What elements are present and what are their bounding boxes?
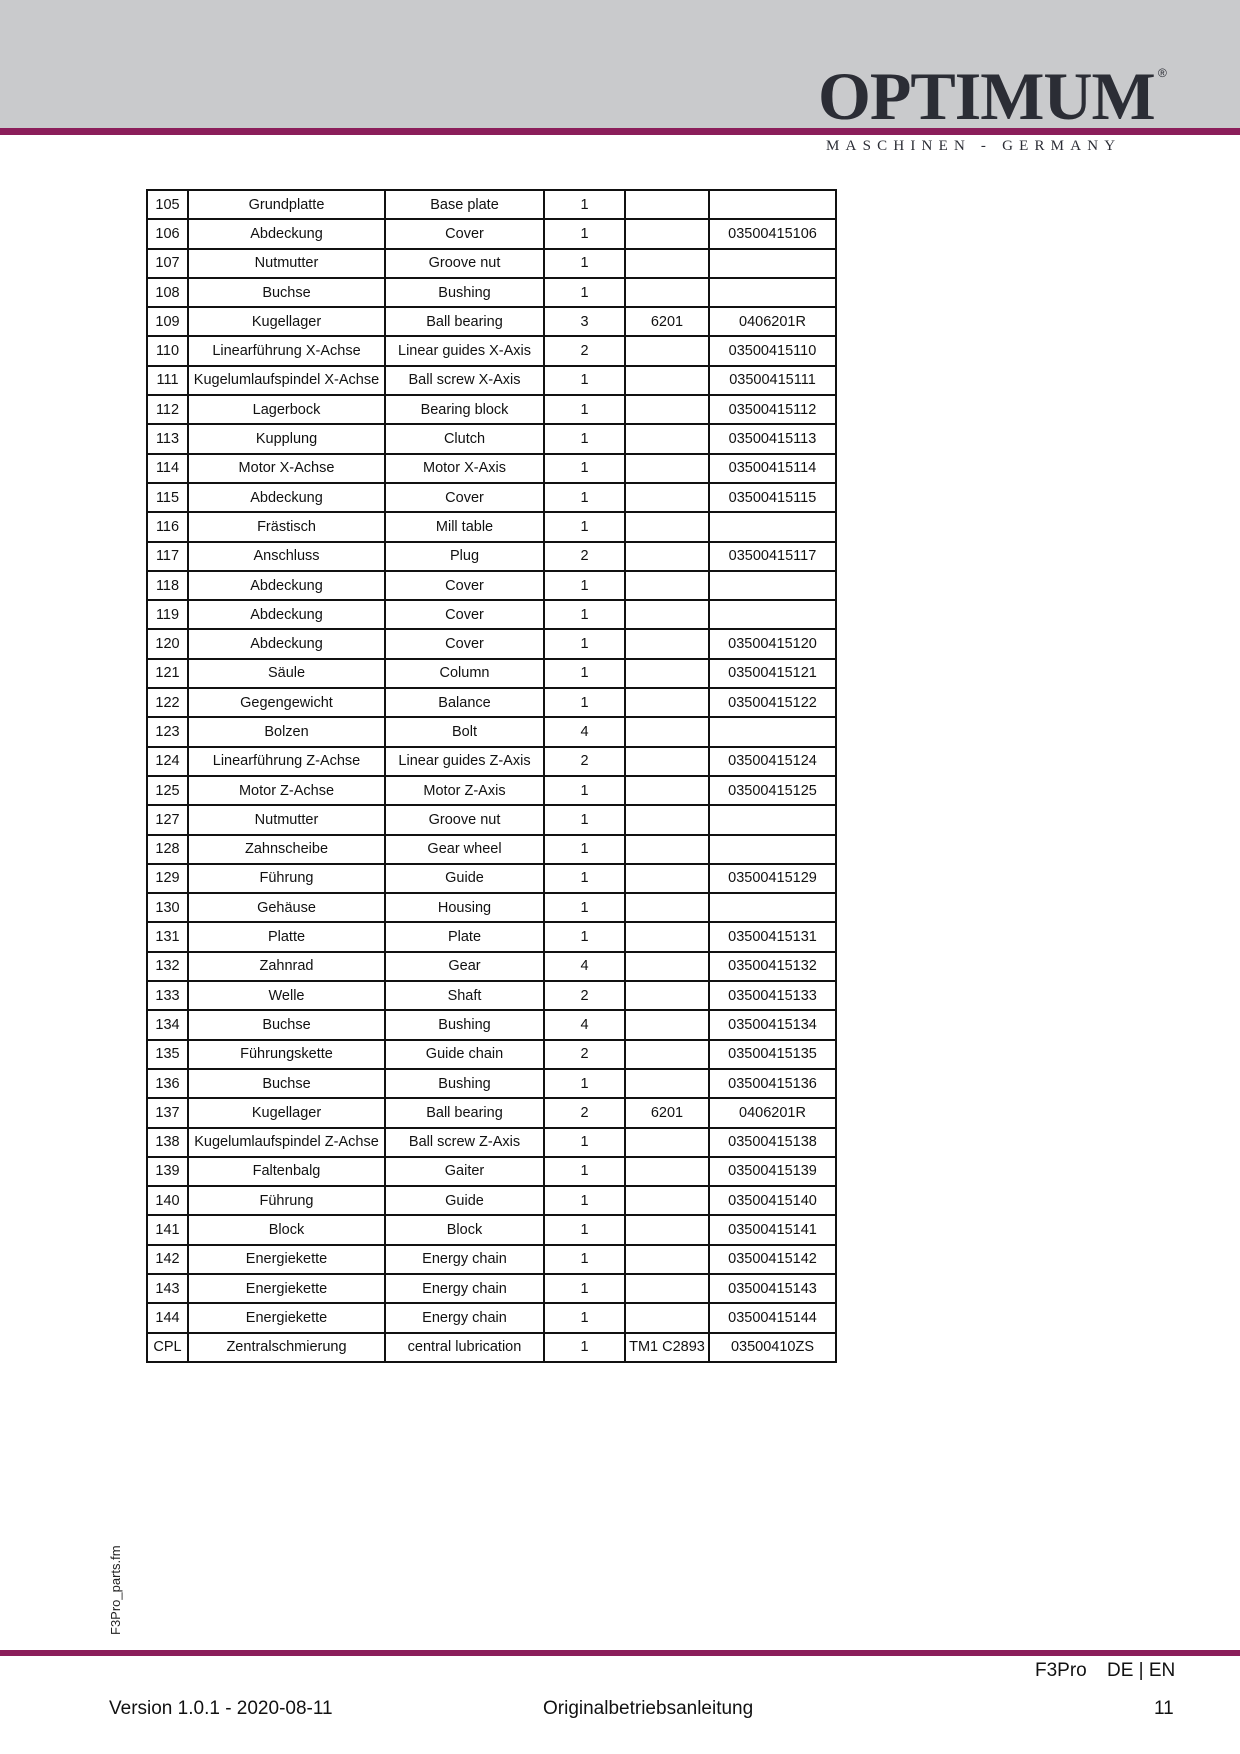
table-row [147, 395, 836, 424]
size-cell [625, 776, 709, 805]
quantity-cell: 3 [544, 307, 625, 336]
pos-cell: 125 [147, 776, 188, 805]
german-name-cell: Nutmutter [188, 249, 385, 278]
english-name-cell: central lubrication [385, 1333, 544, 1362]
size-cell [625, 688, 709, 717]
item-number-cell: 03500415124 [709, 747, 836, 776]
english-name-cell: Linear guides Z-Axis [385, 747, 544, 776]
item-number-cell: 03500415113 [709, 424, 836, 453]
size-cell [625, 1274, 709, 1303]
item-number-cell: 03500415106 [709, 219, 836, 248]
item-number-cell: 03500415144 [709, 1303, 836, 1332]
quantity-cell: 1 [544, 776, 625, 805]
item-number-cell: 03500415117 [709, 542, 836, 571]
size-cell: TM1 C2893 [625, 1333, 709, 1362]
table-row [147, 454, 836, 483]
pos-cell: 141 [147, 1215, 188, 1244]
size-cell [625, 1010, 709, 1039]
size-cell [625, 922, 709, 951]
size-cell [625, 1069, 709, 1098]
german-name-cell: Kugellager [188, 1098, 385, 1127]
german-name-cell: Buchse [188, 1069, 385, 1098]
quantity-cell: 1 [544, 688, 625, 717]
pos-cell: 130 [147, 893, 188, 922]
table-row [147, 659, 836, 688]
pos-cell: 135 [147, 1040, 188, 1069]
quantity-cell: 2 [544, 747, 625, 776]
pos-cell: CPL [147, 1333, 188, 1362]
item-number-cell: 03500415120 [709, 629, 836, 658]
german-name-cell: Kugelumlaufspindel X-Achse [188, 366, 385, 395]
english-name-cell: Bushing [385, 1069, 544, 1098]
table-row [147, 483, 836, 512]
footer-model: F3Pro [1035, 1660, 1087, 1681]
quantity-cell: 1 [544, 483, 625, 512]
item-number-cell [709, 835, 836, 864]
pos-cell: 121 [147, 659, 188, 688]
table-row [147, 1215, 836, 1244]
logo-tagline: MASCHINEN - GERMANY [826, 138, 1122, 154]
german-name-cell: Grundplatte [188, 190, 385, 219]
item-number-cell: 03500415141 [709, 1215, 836, 1244]
table-row [147, 717, 836, 746]
german-name-cell: Frästisch [188, 512, 385, 541]
pos-cell: 133 [147, 981, 188, 1010]
table-row [147, 1010, 836, 1039]
table-row [147, 981, 836, 1010]
item-number-cell [709, 512, 836, 541]
size-cell [625, 747, 709, 776]
german-name-cell: Energiekette [188, 1303, 385, 1332]
quantity-cell: 4 [544, 1010, 625, 1039]
pos-cell: 142 [147, 1245, 188, 1274]
quantity-cell: 2 [544, 336, 625, 365]
quantity-cell: 1 [544, 1215, 625, 1244]
footer-languages: DE | EN [1107, 1660, 1176, 1681]
item-number-cell: 0406201R [709, 1098, 836, 1127]
table-row [147, 336, 836, 365]
quantity-cell: 1 [544, 1303, 625, 1332]
english-name-cell: Balance [385, 688, 544, 717]
table-row [147, 1069, 836, 1098]
item-number-cell [709, 600, 836, 629]
english-name-cell: Mill table [385, 512, 544, 541]
german-name-cell: Zahnscheibe [188, 835, 385, 864]
size-cell [625, 512, 709, 541]
size-cell [625, 659, 709, 688]
file-name-label: F3Pro_parts.fm [108, 1545, 123, 1635]
german-name-cell: Platte [188, 922, 385, 951]
item-number-cell: 03500415122 [709, 688, 836, 717]
item-number-cell: 03500415135 [709, 1040, 836, 1069]
item-number-cell: 03500415121 [709, 659, 836, 688]
item-number-cell: 03500415112 [709, 395, 836, 424]
pos-cell: 106 [147, 219, 188, 248]
size-cell [625, 981, 709, 1010]
pos-cell: 112 [147, 395, 188, 424]
item-number-cell: 03500410ZS [709, 1333, 836, 1362]
item-number-cell: 03500415129 [709, 864, 836, 893]
quantity-cell: 1 [544, 1274, 625, 1303]
pos-cell: 110 [147, 336, 188, 365]
english-name-cell: Cover [385, 483, 544, 512]
english-name-cell: Cover [385, 571, 544, 600]
table-row [147, 278, 836, 307]
size-cell: 6201 [625, 307, 709, 336]
german-name-cell: Abdeckung [188, 571, 385, 600]
german-name-cell: Bolzen [188, 717, 385, 746]
german-name-cell: Säule [188, 659, 385, 688]
table-row [147, 1040, 836, 1069]
pos-cell: 123 [147, 717, 188, 746]
german-name-cell: Kugellager [188, 307, 385, 336]
quantity-cell: 1 [544, 424, 625, 453]
quantity-cell: 1 [544, 249, 625, 278]
size-cell [625, 424, 709, 453]
quantity-cell: 1 [544, 629, 625, 658]
english-name-cell: Clutch [385, 424, 544, 453]
german-name-cell: Lagerbock [188, 395, 385, 424]
english-name-cell: Base plate [385, 190, 544, 219]
item-number-cell: 03500415131 [709, 922, 836, 951]
size-cell [625, 893, 709, 922]
table-row [147, 1274, 836, 1303]
size-cell [625, 483, 709, 512]
english-name-cell: Block [385, 1215, 544, 1244]
size-cell [625, 835, 709, 864]
german-name-cell: Abdeckung [188, 600, 385, 629]
table-row [147, 893, 836, 922]
table-row [147, 747, 836, 776]
german-name-cell: Gegengewicht [188, 688, 385, 717]
pos-cell: 138 [147, 1128, 188, 1157]
english-name-cell: Bearing block [385, 395, 544, 424]
quantity-cell: 4 [544, 952, 625, 981]
item-number-cell: 03500415132 [709, 952, 836, 981]
german-name-cell: Linearführung X-Achse [188, 336, 385, 365]
item-number-cell: 03500415114 [709, 454, 836, 483]
table-row [147, 1245, 836, 1274]
english-name-cell: Cover [385, 600, 544, 629]
english-name-cell: Cover [385, 629, 544, 658]
german-name-cell: Anschluss [188, 542, 385, 571]
german-name-cell: Kugelumlaufspindel Z-Achse [188, 1128, 385, 1157]
pos-cell: 124 [147, 747, 188, 776]
table-row [147, 219, 836, 248]
english-name-cell: Bolt [385, 717, 544, 746]
pos-cell: 129 [147, 864, 188, 893]
english-name-cell: Guide [385, 1186, 544, 1215]
parts-table-body [147, 190, 836, 1362]
footer-version: Version 1.0.1 - 2020-08-11 [109, 1698, 333, 1719]
english-name-cell: Housing [385, 893, 544, 922]
size-cell [625, 1157, 709, 1186]
english-name-cell: Gear [385, 952, 544, 981]
item-number-cell [709, 571, 836, 600]
german-name-cell: Abdeckung [188, 219, 385, 248]
quantity-cell: 1 [544, 659, 625, 688]
english-name-cell: Ball screw Z-Axis [385, 1128, 544, 1157]
item-number-cell: 03500415140 [709, 1186, 836, 1215]
table-row [147, 366, 836, 395]
pos-cell: 128 [147, 835, 188, 864]
table-row [147, 1098, 836, 1127]
english-name-cell: Shaft [385, 981, 544, 1010]
item-number-cell: 03500415134 [709, 1010, 836, 1039]
footer-rule [0, 1650, 1240, 1656]
size-cell [625, 629, 709, 658]
table-row [147, 571, 836, 600]
size-cell [625, 278, 709, 307]
table-row [147, 424, 836, 453]
quantity-cell: 1 [544, 1333, 625, 1362]
pos-cell: 108 [147, 278, 188, 307]
english-name-cell: Gaiter [385, 1157, 544, 1186]
table-row [147, 1157, 836, 1186]
item-number-cell [709, 278, 836, 307]
item-number-cell: 03500415143 [709, 1274, 836, 1303]
german-name-cell: Welle [188, 981, 385, 1010]
quantity-cell: 4 [544, 717, 625, 746]
table-row [147, 1186, 836, 1215]
table-row [147, 776, 836, 805]
pos-cell: 109 [147, 307, 188, 336]
english-name-cell: Linear guides X-Axis [385, 336, 544, 365]
table-row [147, 629, 836, 658]
quantity-cell: 2 [544, 1098, 625, 1127]
item-number-cell [709, 249, 836, 278]
item-number-cell: 03500415115 [709, 483, 836, 512]
german-name-cell: Motor Z-Achse [188, 776, 385, 805]
logo-registered-mark: ® [1158, 66, 1167, 80]
size-cell [625, 1186, 709, 1215]
quantity-cell: 2 [544, 1040, 625, 1069]
quantity-cell: 1 [544, 571, 625, 600]
table-row [147, 600, 836, 629]
pos-cell: 140 [147, 1186, 188, 1215]
german-name-cell: Abdeckung [188, 629, 385, 658]
logo-wordmark: OPTIMUM [818, 58, 1155, 134]
size-cell [625, 190, 709, 219]
english-name-cell: Bushing [385, 1010, 544, 1039]
german-name-cell: Gehäuse [188, 893, 385, 922]
pos-cell: 122 [147, 688, 188, 717]
size-cell [625, 717, 709, 746]
item-number-cell: 03500415136 [709, 1069, 836, 1098]
pos-cell: 127 [147, 805, 188, 834]
size-cell: 6201 [625, 1098, 709, 1127]
pos-cell: 117 [147, 542, 188, 571]
english-name-cell: Energy chain [385, 1245, 544, 1274]
english-name-cell: Motor X-Axis [385, 454, 544, 483]
pos-cell: 118 [147, 571, 188, 600]
quantity-cell: 1 [544, 835, 625, 864]
quantity-cell: 1 [544, 1157, 625, 1186]
english-name-cell: Guide [385, 864, 544, 893]
quantity-cell: 1 [544, 805, 625, 834]
quantity-cell: 1 [544, 922, 625, 951]
size-cell [625, 249, 709, 278]
german-name-cell: Faltenbalg [188, 1157, 385, 1186]
german-name-cell: Führungskette [188, 1040, 385, 1069]
size-cell [625, 1128, 709, 1157]
pos-cell: 143 [147, 1274, 188, 1303]
optimum-logo [818, 60, 1180, 170]
pos-cell: 120 [147, 629, 188, 658]
english-name-cell: Bushing [385, 278, 544, 307]
table-row [147, 952, 836, 981]
quantity-cell: 1 [544, 1128, 625, 1157]
pos-cell: 116 [147, 512, 188, 541]
item-number-cell [709, 717, 836, 746]
quantity-cell: 1 [544, 893, 625, 922]
german-name-cell: Block [188, 1215, 385, 1244]
german-name-cell: Zentralschmierung [188, 1333, 385, 1362]
english-name-cell: Ball bearing [385, 1098, 544, 1127]
english-name-cell: Groove nut [385, 249, 544, 278]
item-number-cell [709, 190, 836, 219]
quantity-cell: 1 [544, 1245, 625, 1274]
pos-cell: 144 [147, 1303, 188, 1332]
quantity-cell: 1 [544, 190, 625, 219]
pos-cell: 107 [147, 249, 188, 278]
english-name-cell: Motor Z-Axis [385, 776, 544, 805]
footer-page-number: 11 [1154, 1698, 1174, 1719]
table-row [147, 922, 836, 951]
size-cell [625, 366, 709, 395]
english-name-cell: Ball screw X-Axis [385, 366, 544, 395]
item-number-cell: 03500415133 [709, 981, 836, 1010]
quantity-cell: 1 [544, 1069, 625, 1098]
table-row [147, 307, 836, 336]
quantity-cell: 1 [544, 600, 625, 629]
pos-cell: 134 [147, 1010, 188, 1039]
german-name-cell: Buchse [188, 1010, 385, 1039]
table-row [147, 835, 836, 864]
english-name-cell: Groove nut [385, 805, 544, 834]
size-cell [625, 395, 709, 424]
quantity-cell: 2 [544, 981, 625, 1010]
item-number-cell [709, 893, 836, 922]
quantity-cell: 1 [544, 366, 625, 395]
german-name-cell: Zahnrad [188, 952, 385, 981]
parts-table [146, 189, 837, 1363]
german-name-cell: Führung [188, 864, 385, 893]
pos-cell: 119 [147, 600, 188, 629]
table-row [147, 512, 836, 541]
item-number-cell: 0406201R [709, 307, 836, 336]
pos-cell: 105 [147, 190, 188, 219]
quantity-cell: 1 [544, 864, 625, 893]
pos-cell: 137 [147, 1098, 188, 1127]
size-cell [625, 454, 709, 483]
english-name-cell: Cover [385, 219, 544, 248]
size-cell [625, 1215, 709, 1244]
quantity-cell: 1 [544, 219, 625, 248]
german-name-cell: Nutmutter [188, 805, 385, 834]
table-row [147, 190, 836, 219]
size-cell [625, 571, 709, 600]
german-name-cell: Energiekette [188, 1245, 385, 1274]
pos-cell: 113 [147, 424, 188, 453]
english-name-cell: Ball bearing [385, 307, 544, 336]
german-name-cell: Energiekette [188, 1274, 385, 1303]
english-name-cell: Energy chain [385, 1303, 544, 1332]
item-number-cell: 03500415138 [709, 1128, 836, 1157]
german-name-cell: Kupplung [188, 424, 385, 453]
table-row [147, 542, 836, 571]
table-row [147, 688, 836, 717]
pos-cell: 136 [147, 1069, 188, 1098]
pos-cell: 115 [147, 483, 188, 512]
english-name-cell: Gear wheel [385, 835, 544, 864]
item-number-cell: 03500415110 [709, 336, 836, 365]
table-row [147, 1303, 836, 1332]
item-number-cell: 03500415139 [709, 1157, 836, 1186]
table-row [147, 1128, 836, 1157]
table-row [147, 249, 836, 278]
english-name-cell: Plate [385, 922, 544, 951]
size-cell [625, 219, 709, 248]
german-name-cell: Abdeckung [188, 483, 385, 512]
size-cell [625, 1303, 709, 1332]
german-name-cell: Linearführung Z-Achse [188, 747, 385, 776]
pos-cell: 131 [147, 922, 188, 951]
german-name-cell: Motor X-Achse [188, 454, 385, 483]
size-cell [625, 600, 709, 629]
size-cell [625, 805, 709, 834]
english-name-cell: Plug [385, 542, 544, 571]
pos-cell: 111 [147, 366, 188, 395]
quantity-cell: 1 [544, 454, 625, 483]
table-row [147, 805, 836, 834]
quantity-cell: 1 [544, 278, 625, 307]
quantity-cell: 2 [544, 542, 625, 571]
item-number-cell [709, 805, 836, 834]
item-number-cell: 03500415125 [709, 776, 836, 805]
size-cell [625, 1245, 709, 1274]
size-cell [625, 952, 709, 981]
english-name-cell: Column [385, 659, 544, 688]
quantity-cell: 1 [544, 512, 625, 541]
quantity-cell: 1 [544, 1186, 625, 1215]
english-name-cell: Guide chain [385, 1040, 544, 1069]
quantity-cell: 1 [544, 395, 625, 424]
pos-cell: 132 [147, 952, 188, 981]
footer-document-title: Originalbetriebsanleitung [543, 1698, 754, 1719]
item-number-cell: 03500415111 [709, 366, 836, 395]
german-name-cell: Führung [188, 1186, 385, 1215]
table-row [147, 1333, 836, 1362]
german-name-cell: Buchse [188, 278, 385, 307]
size-cell [625, 1040, 709, 1069]
size-cell [625, 542, 709, 571]
size-cell [625, 336, 709, 365]
pos-cell: 114 [147, 454, 188, 483]
pos-cell: 139 [147, 1157, 188, 1186]
table-row [147, 864, 836, 893]
item-number-cell: 03500415142 [709, 1245, 836, 1274]
size-cell [625, 864, 709, 893]
english-name-cell: Energy chain [385, 1274, 544, 1303]
